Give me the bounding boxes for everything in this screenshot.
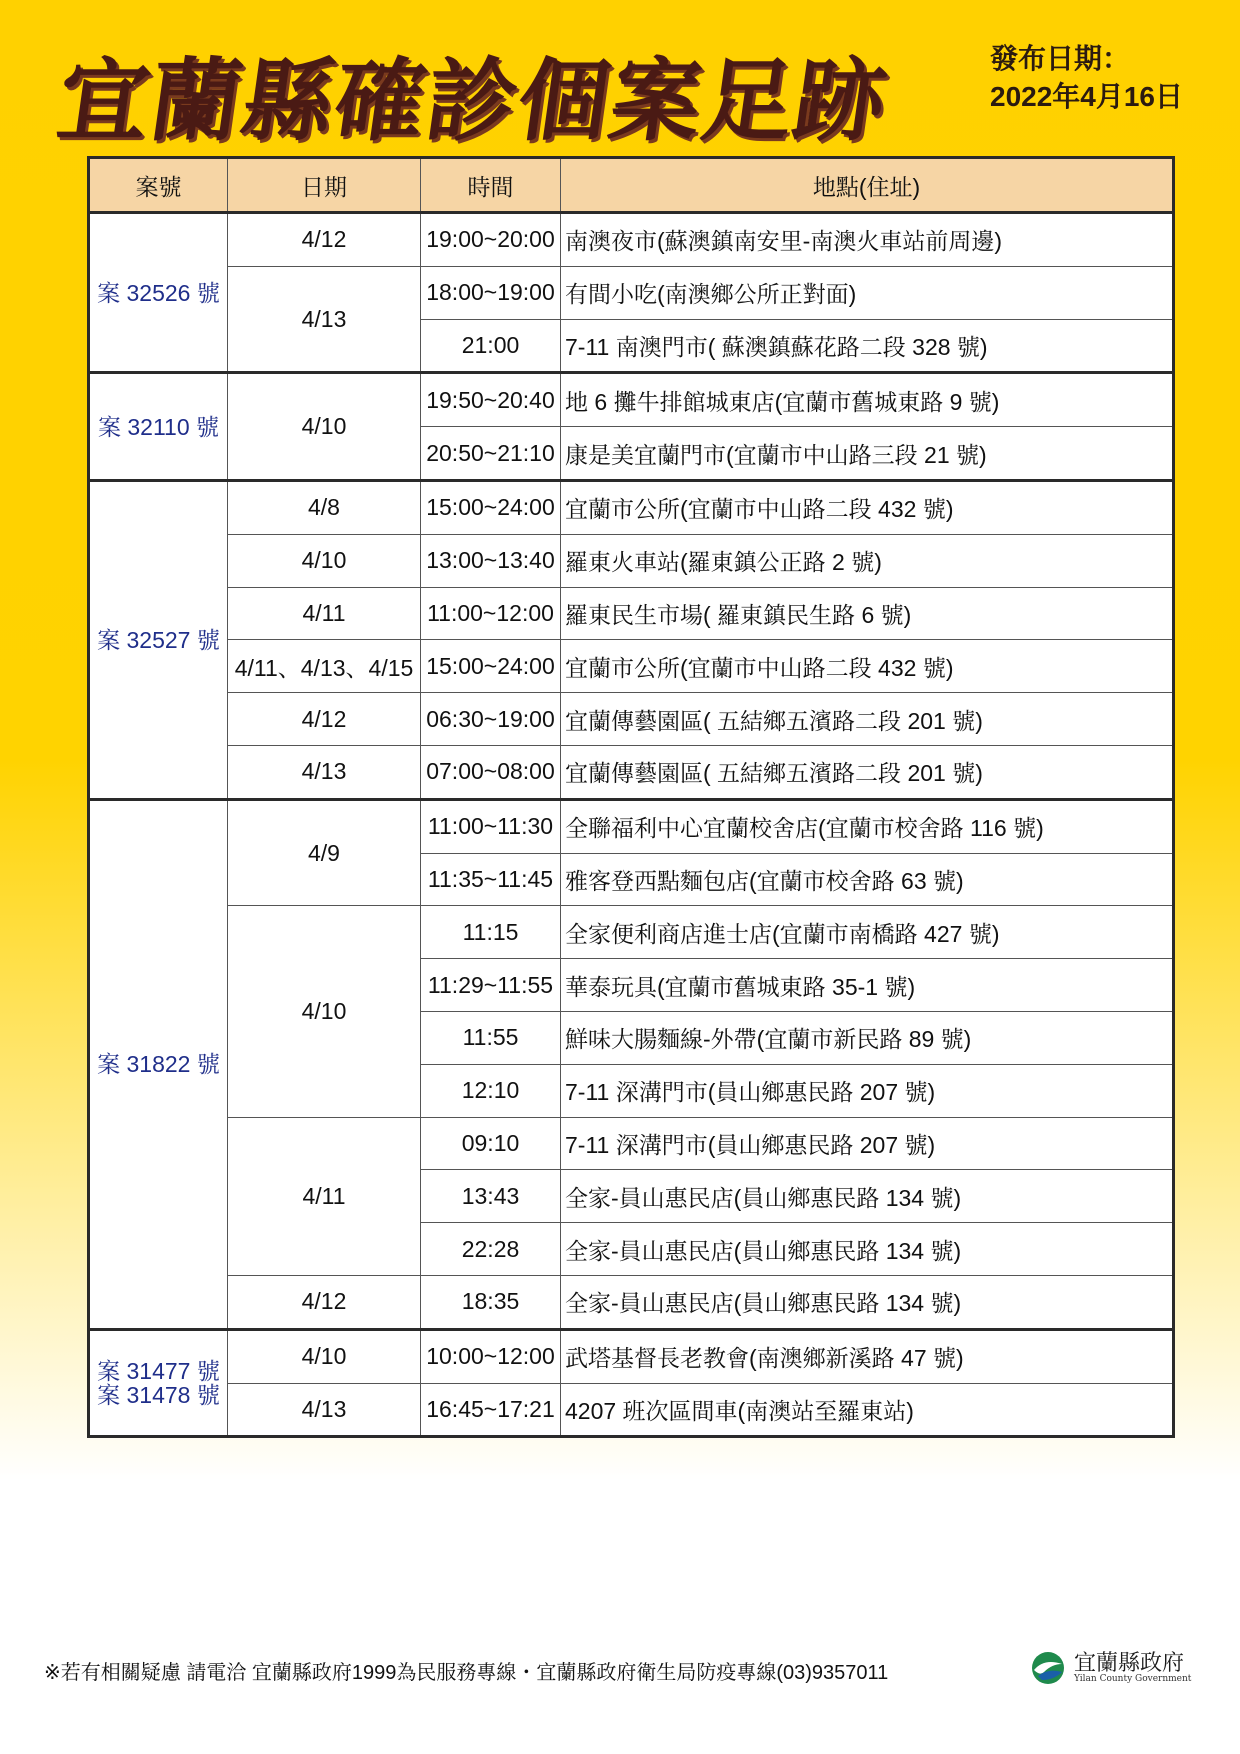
- case-number-cell: [89, 213, 228, 373]
- table-row: [89, 745, 1174, 799]
- time-cell: 11:35~11:45: [421, 853, 561, 906]
- location-cell: 雅客登西點麵包店(宜蘭市校舍路 63 號): [561, 853, 1174, 906]
- table-row: [89, 266, 1174, 319]
- location-cell: 宜蘭傳藝園區( 五結鄉五濱路二段 201 號): [561, 693, 1174, 746]
- location-cell: 武塔基督長老教會(南澳鄉新溪路 47 號): [561, 1329, 1174, 1383]
- table-row: [89, 480, 1174, 534]
- logo-english-name: Yilan County Government: [1074, 1674, 1192, 1684]
- footer-note: ※若有相關疑慮 請電洽 宜蘭縣政府1999為民服務專線・宜蘭縣政府衛生局防疫專線(03)9357011: [44, 1662, 889, 1684]
- time-cell: 10:00~12:00: [421, 1329, 561, 1383]
- date-cell: 4/13: [228, 745, 421, 799]
- case-number: 案 31477 號: [97, 1358, 220, 1385]
- table-row: [89, 693, 1174, 746]
- table-row: [89, 1275, 1174, 1329]
- case-number: 案 32527 號: [97, 626, 220, 653]
- time-cell: 16:45~17:21: [421, 1383, 561, 1437]
- column-header-time: 時間: [421, 158, 561, 213]
- location-cell: 全家-員山惠民店(員山鄉惠民路 134 號): [561, 1275, 1174, 1329]
- location-cell: 羅東火車站(羅東鎮公正路 2 號): [561, 534, 1174, 587]
- column-header-case: 案號: [89, 158, 228, 213]
- time-cell: 18:35: [421, 1275, 561, 1329]
- header: [0, 0, 1240, 154]
- government-logo: [1030, 1646, 1200, 1690]
- date-cell: 4/11: [228, 587, 421, 640]
- table-row: [89, 587, 1174, 640]
- date-cell: 4/10: [228, 906, 421, 1117]
- publish-date: 2022年4月16日: [990, 81, 1184, 112]
- location-cell: 7-11 南澳門市( 蘇澳鎮蘇花路二段 328 號): [561, 319, 1174, 373]
- location-cell: 宜蘭市公所(宜蘭市中山路二段 432 號): [561, 480, 1174, 534]
- logo-name: 宜蘭縣政府: [1074, 1651, 1185, 1676]
- date-cell: 4/12: [228, 693, 421, 746]
- location-cell: 康是美宜蘭門市(宜蘭市中山路三段 21 號): [561, 427, 1174, 481]
- table-row: [89, 1117, 1174, 1170]
- table-row: [89, 1329, 1174, 1383]
- time-cell: 19:50~20:40: [421, 373, 561, 427]
- case-number: 案 32110 號: [97, 413, 220, 440]
- time-cell: 22:28: [421, 1223, 561, 1276]
- table-header-row: [89, 158, 1174, 213]
- location-cell: 南澳夜市(蘇澳鎮南安里-南澳火車站前周邊): [561, 213, 1174, 267]
- location-cell: 7-11 深溝門市(員山鄉惠民路 207 號): [561, 1117, 1174, 1170]
- date-cell: 4/13: [228, 266, 421, 373]
- table-row: [89, 534, 1174, 587]
- case-number-cell: [89, 373, 228, 481]
- time-cell: 07:00~08:00: [421, 745, 561, 799]
- location-cell: 地 6 攤牛排館城東店(宜蘭市舊城東路 9 號): [561, 373, 1174, 427]
- location-cell: 全家便利商店進士店(宜蘭市南橋路 427 號): [561, 906, 1174, 959]
- footprint-table: [87, 156, 1175, 1438]
- location-cell: 宜蘭市公所(宜蘭市中山路二段 432 號): [561, 640, 1174, 693]
- location-cell: 全家-員山惠民店(員山鄉惠民路 134 號): [561, 1170, 1174, 1223]
- location-cell: 羅東民生市場( 羅東鎮民生路 6 號): [561, 587, 1174, 640]
- time-cell: 18:00~19:00: [421, 266, 561, 319]
- date-cell: 4/10: [228, 534, 421, 587]
- location-cell: 7-11 深溝門市(員山鄉惠民路 207 號): [561, 1064, 1174, 1117]
- case-number: 案 32526 號: [97, 279, 220, 306]
- time-cell: 13:43: [421, 1170, 561, 1223]
- case-number: 案 31822 號: [97, 1051, 220, 1078]
- table-row: [89, 373, 1174, 427]
- location-cell: 鮮味大腸麵線-外帶(宜蘭市新民路 89 號): [561, 1011, 1174, 1064]
- location-cell: 華泰玩具(宜蘭市舊城東路 35-1 號): [561, 959, 1174, 1012]
- column-header-date: 日期: [228, 158, 421, 213]
- date-cell: 4/11、4/13、4/15: [228, 640, 421, 693]
- location-cell: 全聯福利中心宜蘭校舍店(宜蘭市校舍路 116 號): [561, 799, 1174, 853]
- location-cell: 全家-員山惠民店(員山鄉惠民路 134 號): [561, 1223, 1174, 1276]
- date-cell: 4/10: [228, 373, 421, 481]
- date-cell: 4/10: [228, 1329, 421, 1383]
- date-cell: 4/9: [228, 799, 421, 906]
- time-cell: 11:00~11:30: [421, 799, 561, 853]
- location-cell: 有間小吃(南澳鄉公所正對面): [561, 266, 1174, 319]
- column-header-location: 地點(住址): [561, 158, 1174, 213]
- date-cell: 4/12: [228, 1275, 421, 1329]
- time-cell: 21:00: [421, 319, 561, 373]
- time-cell: 06:30~19:00: [421, 693, 561, 746]
- time-cell: 20:50~21:10: [421, 427, 561, 481]
- case-number-cell: [89, 799, 228, 1329]
- case-number: 案 31478 號: [97, 1382, 220, 1409]
- publish-label: 發布日期：: [990, 43, 1131, 74]
- time-cell: 11:29~11:55: [421, 959, 561, 1012]
- table-row: [89, 906, 1174, 959]
- time-cell: 19:00~20:00: [421, 213, 561, 267]
- time-cell: 12:10: [421, 1064, 561, 1117]
- time-cell: 11:55: [421, 1011, 561, 1064]
- yilan-emblem-icon: [1030, 1650, 1068, 1686]
- table-row: [89, 640, 1174, 693]
- time-cell: 15:00~24:00: [421, 480, 561, 534]
- date-cell: 4/11: [228, 1117, 421, 1275]
- time-cell: 13:00~13:40: [421, 534, 561, 587]
- case-number-cell: [89, 1329, 228, 1437]
- publish-info: [990, 40, 1183, 116]
- table-row: [89, 799, 1174, 853]
- table-body: [89, 213, 1174, 1437]
- page-title: 宜蘭縣確診個案足跡: [51, 49, 895, 154]
- date-cell: 4/13: [228, 1383, 421, 1437]
- location-cell: 宜蘭傳藝園區( 五結鄉五濱路二段 201 號): [561, 745, 1174, 799]
- date-cell: 4/8: [228, 480, 421, 534]
- case-number-cell: [89, 480, 228, 799]
- date-cell: 4/12: [228, 213, 421, 267]
- time-cell: 11:15: [421, 906, 561, 959]
- time-cell: 15:00~24:00: [421, 640, 561, 693]
- time-cell: 11:00~12:00: [421, 587, 561, 640]
- time-cell: 09:10: [421, 1117, 561, 1170]
- location-cell: 4207 班次區間車(南澳站至羅東站): [561, 1383, 1174, 1437]
- table-row: [89, 1383, 1174, 1437]
- table-row: [89, 213, 1174, 267]
